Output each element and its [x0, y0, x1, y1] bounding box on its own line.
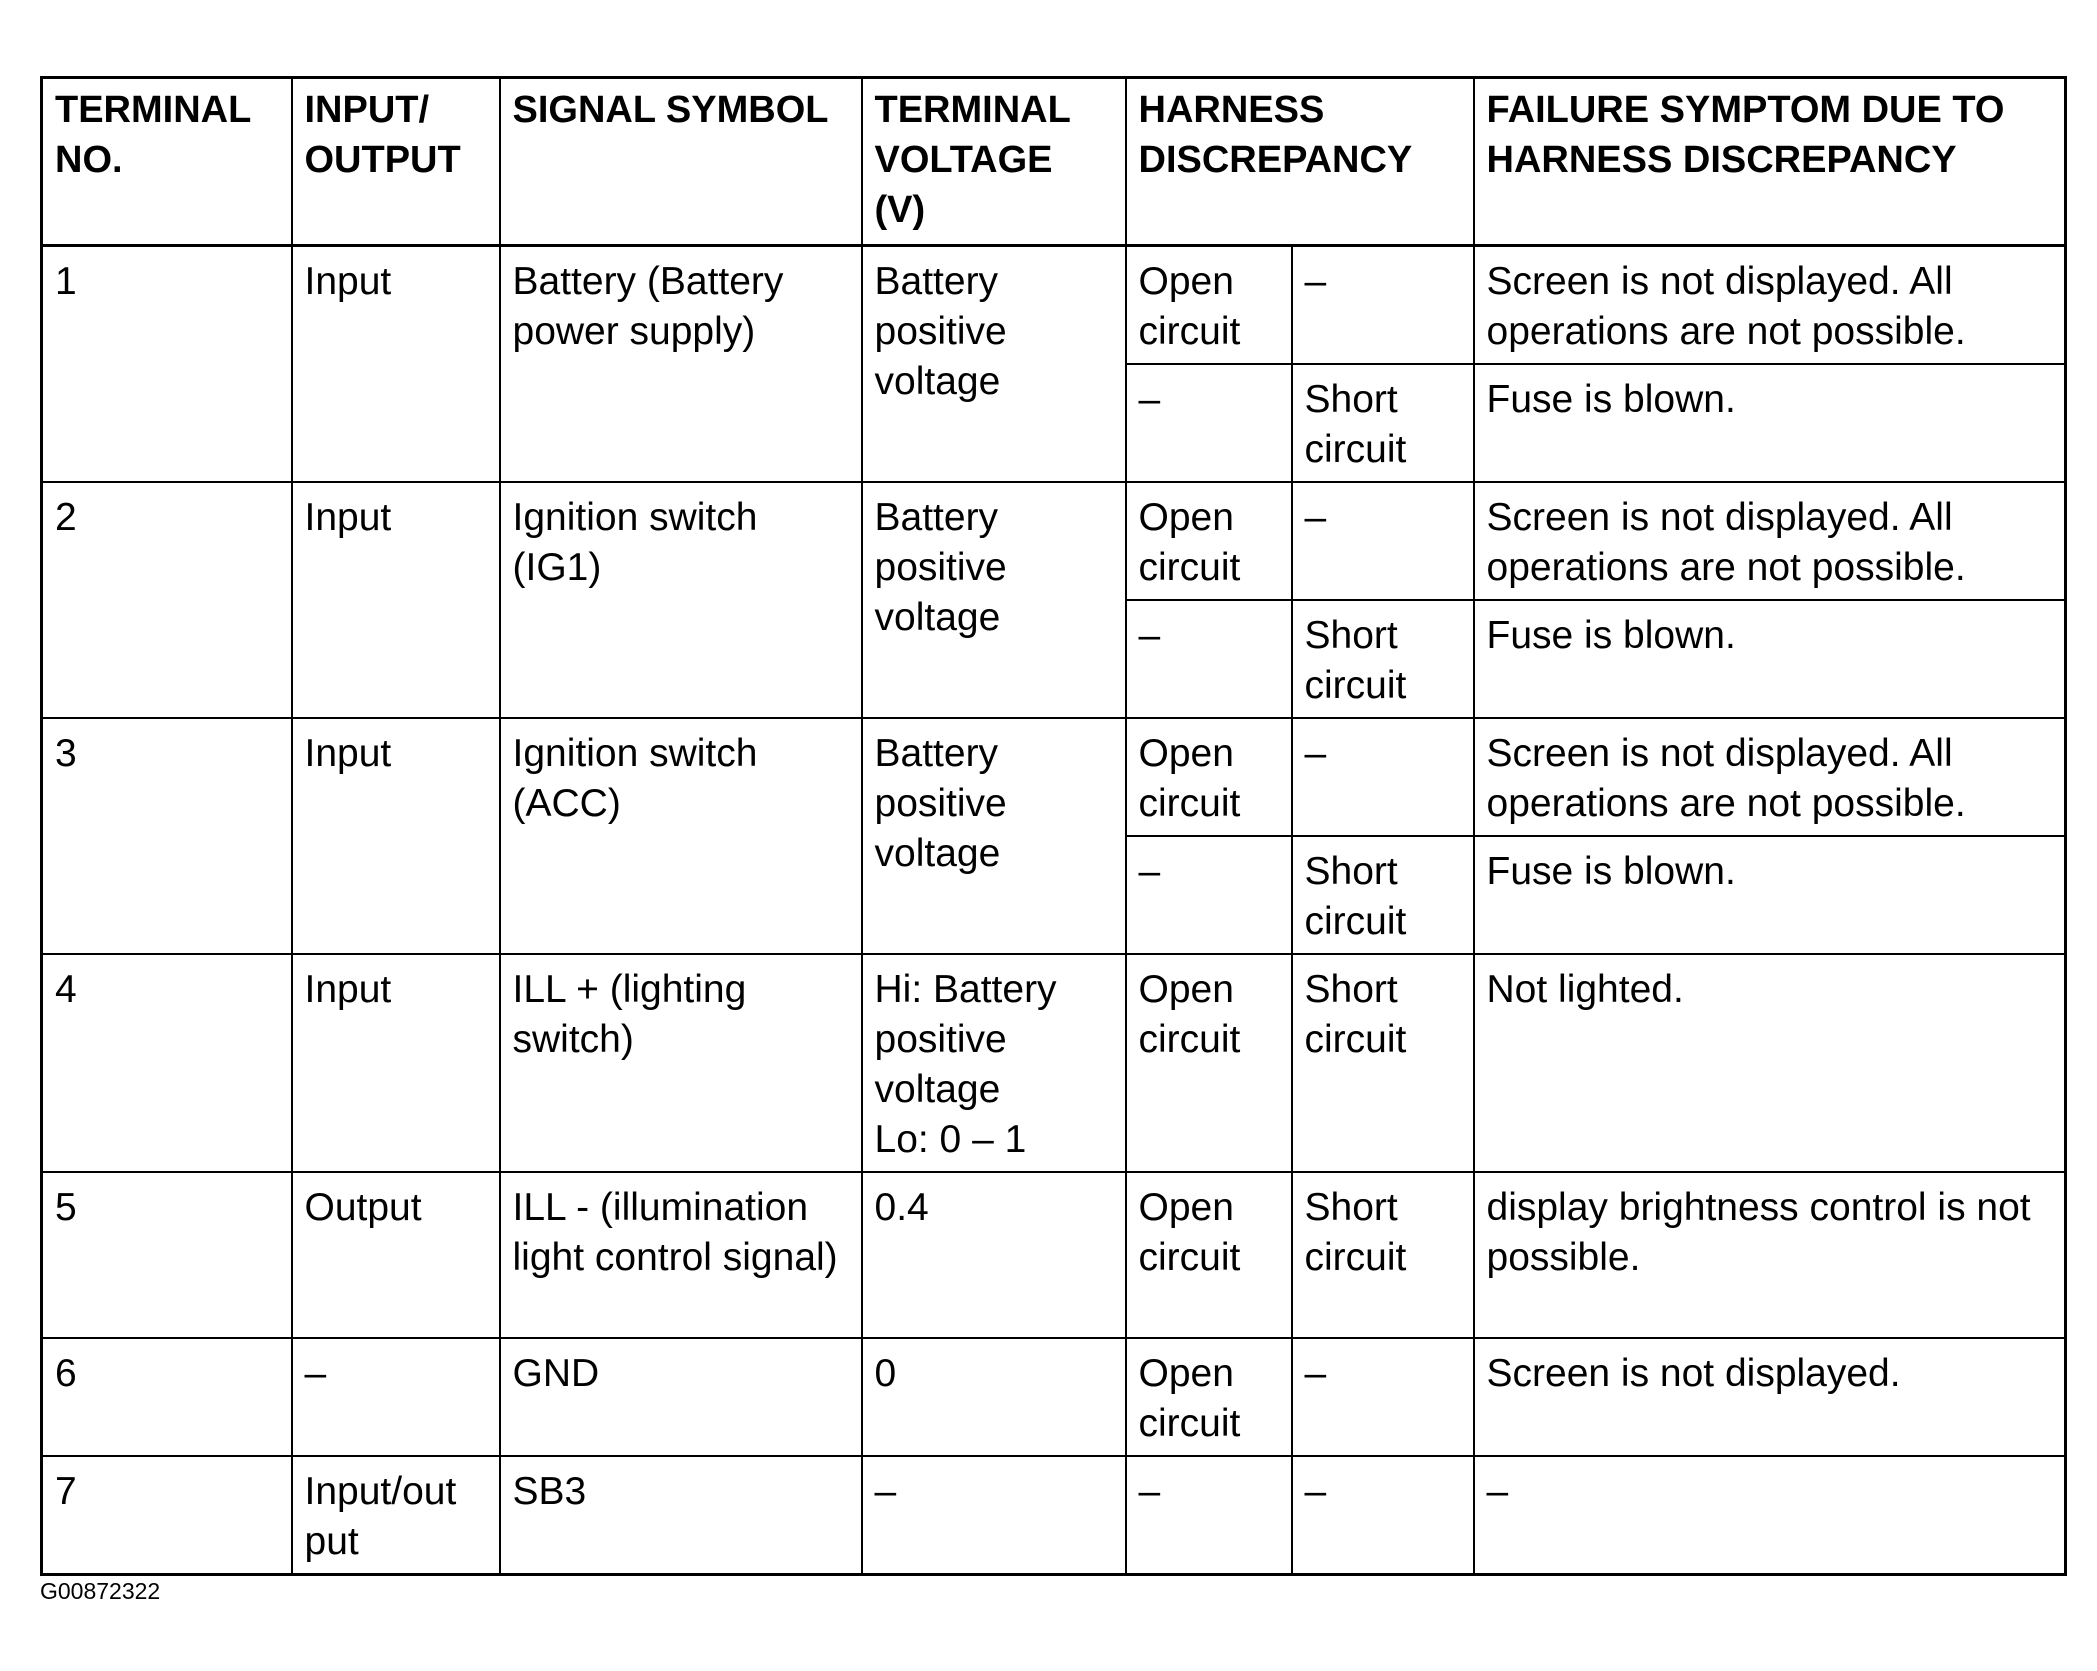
failure-symptom-cell: Screen is not displayed. All operations are not possible. [1474, 718, 2066, 836]
failure-symptom-cell: Screen is not displayed. All operations are not possible. [1474, 246, 2066, 365]
open-circuit-cell: – [1126, 364, 1292, 482]
table-row [42, 1456, 2066, 1575]
table-row [42, 1172, 2066, 1338]
open-circuit-cell: Open circuit [1126, 1338, 1292, 1456]
terminal-number: 7 [42, 1456, 292, 1575]
terminal-table [40, 76, 2067, 1576]
short-circuit-cell: Short circuit [1292, 1172, 1474, 1338]
header-harness-discrepancy: HARNESS DISCREPANCY [1126, 78, 1474, 246]
header-row [42, 78, 2066, 246]
header-input-output: INPUT/ OUTPUT [292, 78, 500, 246]
voltage-hi: Hi: Battery positive voltage [874, 968, 1057, 1111]
terminal-voltage-cell: 0.4 [862, 1172, 1126, 1338]
open-circuit-cell: – [1126, 836, 1292, 954]
failure-symptom-cell: display brightness control is not possible. [1474, 1172, 2066, 1338]
failure-symptom-cell: Screen is not displayed. All operations are not possible. [1474, 482, 2066, 600]
signal-symbol-cell: GND [500, 1338, 862, 1456]
table-row [42, 482, 2066, 600]
short-circuit-cell: – [1292, 718, 1474, 836]
terminal-voltage-cell: 0 [862, 1338, 1126, 1456]
open-circuit-cell: Open circuit [1126, 246, 1292, 365]
failure-symptom-cell: Not lighted. [1474, 954, 2066, 1172]
terminal-number: 3 [42, 718, 292, 954]
input-output-cell: Input [292, 246, 500, 483]
signal-symbol-cell: ILL - (illumination light control signal) [500, 1172, 862, 1338]
input-output-cell: – [292, 1338, 500, 1456]
short-circuit-cell: Short circuit [1292, 364, 1474, 482]
open-circuit-cell: Open circuit [1126, 1172, 1292, 1338]
header-signal-symbol: SIGNAL SYMBOL [500, 78, 862, 246]
header-terminal-no: TERMINAL NO. [42, 78, 292, 246]
input-output-cell: Input [292, 718, 500, 954]
terminal-voltage-cell: Battery positive voltage [862, 482, 1126, 718]
failure-symptom-cell: Fuse is blown. [1474, 836, 2066, 954]
signal-symbol-cell: Battery (Battery power supply) [500, 246, 862, 483]
terminal-number: 4 [42, 954, 292, 1172]
short-circuit-cell: – [1292, 482, 1474, 600]
table-row [42, 718, 2066, 836]
signal-symbol-cell: SB3 [500, 1456, 862, 1575]
short-circuit-cell: Short circuit [1292, 600, 1474, 718]
failure-symptom-cell: Fuse is blown. [1474, 600, 2066, 718]
input-output-cell: Input [292, 482, 500, 718]
short-circuit-cell: – [1292, 1338, 1474, 1456]
open-circuit-cell: Open circuit [1126, 718, 1292, 836]
failure-symptom-cell: Fuse is blown. [1474, 364, 2066, 482]
terminal-voltage-cell: Battery positive voltage [862, 246, 1126, 483]
header-failure-symptom: FAILURE SYMPTOM DUE TO HARNESS DISCREPANCY [1474, 78, 2066, 246]
input-output-cell: Input [292, 954, 500, 1172]
table-row [42, 1338, 2066, 1456]
terminal-number: 1 [42, 246, 292, 483]
short-circuit-cell: – [1292, 1456, 1474, 1575]
terminal-number: 6 [42, 1338, 292, 1456]
figure-id: G00872322 [40, 1578, 161, 1604]
signal-symbol-cell: ILL + (lighting switch) [500, 954, 862, 1172]
open-circuit-cell: – [1126, 600, 1292, 718]
table-row [42, 246, 2066, 365]
input-output-cell: Input/out put [292, 1456, 500, 1575]
voltage-lo: Lo: 0 – 1 [874, 1118, 1027, 1161]
terminal-voltage-cell: – [862, 1456, 1126, 1575]
short-circuit-cell: Short circuit [1292, 954, 1474, 1172]
failure-symptom-cell: – [1474, 1456, 2066, 1575]
terminal-voltage-cell [862, 954, 1126, 1172]
open-circuit-cell: Open circuit [1126, 482, 1292, 600]
terminal-number: 5 [42, 1172, 292, 1338]
short-circuit-cell: – [1292, 246, 1474, 365]
signal-symbol-cell: Ignition switch (IG1) [500, 482, 862, 718]
signal-symbol-cell: Ignition switch (ACC) [500, 718, 862, 954]
terminal-number: 2 [42, 482, 292, 718]
terminal-voltage-cell: Battery positive voltage [862, 718, 1126, 954]
open-circuit-cell: Open circuit [1126, 954, 1292, 1172]
input-output-cell: Output [292, 1172, 500, 1338]
short-circuit-cell: Short circuit [1292, 836, 1474, 954]
failure-symptom-cell: Screen is not displayed. [1474, 1338, 2066, 1456]
open-circuit-cell: – [1126, 1456, 1292, 1575]
table-row [42, 954, 2066, 1172]
header-terminal-voltage: TERMINAL VOLTAGE (V) [862, 78, 1126, 246]
